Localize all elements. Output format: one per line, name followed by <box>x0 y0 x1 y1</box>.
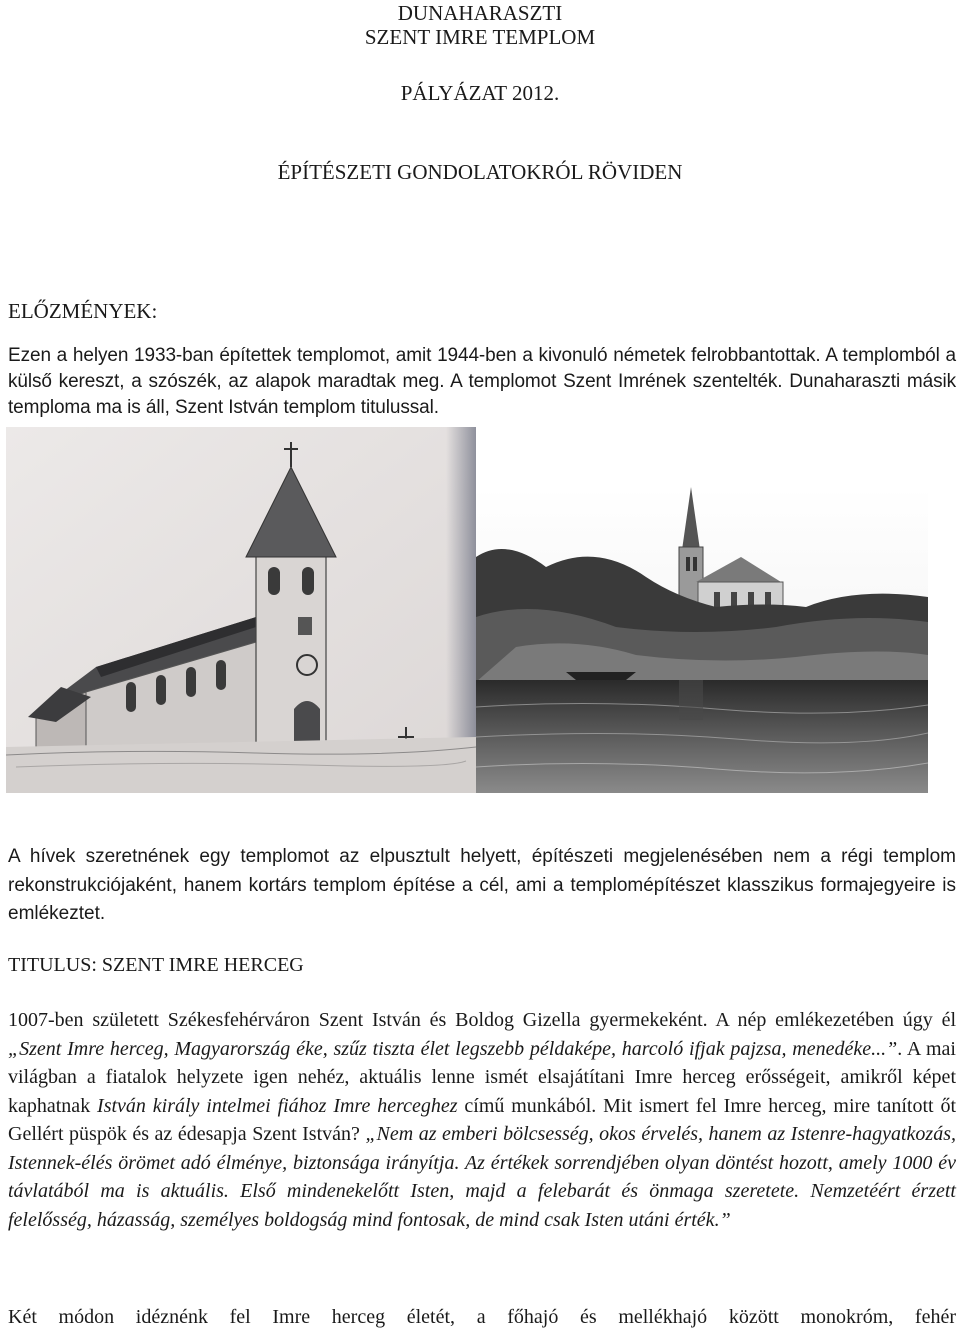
titulus-text-1: 1007-ben született Székesfehérváron Szent István és Boldog Gizella gyermekeként. A nép emlékezetében úgy él <box>8 1009 956 1031</box>
old-church-drawing <box>6 427 476 793</box>
titulus-quote-1: „Szent Imre herceg, Magyarország éke, szűz tiszta élet legszebb példaképe, harcoló ifjak pajzsa, menedéke...” <box>8 1037 898 1060</box>
doc-title-town: DUNAHARASZTI <box>397 1 563 25</box>
intent-paragraph: A hívek szeretnének egy templomot az elpusztult helyett, építészeti megjelenésében nem a régi templom rekonstrukciójaként, hanem kortárs templom építése a cél, ami a templomépítészet klasszikus formajegyeire is emlékeztet. <box>8 846 956 924</box>
doc-title-church: SZENT IMRE TEMPLOM <box>364 25 596 49</box>
titulus-quote-2: „Nem az emberi bölcsesség, okos érvelés, hanem az Istenre-hagyatkozás, Istennek-élés örömet adó élménye, biztonsága irányítja. Az értékek sorrendjében olyan döntést hozott, amely 1000 év távlatából ma is aktuális. Első mindenekelőtt Isten, majd a felebarát és önmaga szeretete. Nemzetéért érzett felelősség, házasság, személyes boldogság mind fontosak, de mind csak Isten utáni érték.” <box>8 1123 956 1231</box>
titulus-text-3: című munkából. Mit ismert fel Imre herceg, mire tanított őt Gellért püspök és az édesapja Szent István? <box>8 1094 957 1145</box>
titulus-paragraph <box>8 1006 956 1234</box>
doc-subtitle: ÉPÍTÉSZETI GONDOLATOKRÓL RÖVIDEN <box>277 160 683 184</box>
section-heading-titulus: TITULUS: SZENT IMRE HERCEG <box>8 954 304 976</box>
titulus-text-2: . A mai világban a fiatalok helyzete igen nehéz, aktuális lenne ismét elsajátítani Imre herceg erősségeit, amikről képet kaphatnak <box>8 1037 956 1117</box>
history-paragraph: Ezen a helyen 1933-ban építettek templomot, amit 1944-ben a kivonuló németek felrobbantottak. A templomból a külső kereszt, a szószék, az alapok maradtak meg. A templomot Szent Imrének szentelték. Dunaharaszti másik temploma ma is áll, Szent István templom titulussal. <box>8 345 956 418</box>
church-by-river-photo <box>476 487 928 793</box>
doc-title-tender: PÁLYÁZAT 2012. <box>400 81 560 105</box>
titulus-work-title: István király intelmei fiához Imre herceghez <box>97 1094 458 1117</box>
closing-paragraph: Két módon idéznénk fel Imre herceg életét, a főhajó és mellékhajó között monokróm, fehér <box>8 1306 956 1328</box>
section-heading-history: ELŐZMÉNYEK: <box>8 299 158 323</box>
